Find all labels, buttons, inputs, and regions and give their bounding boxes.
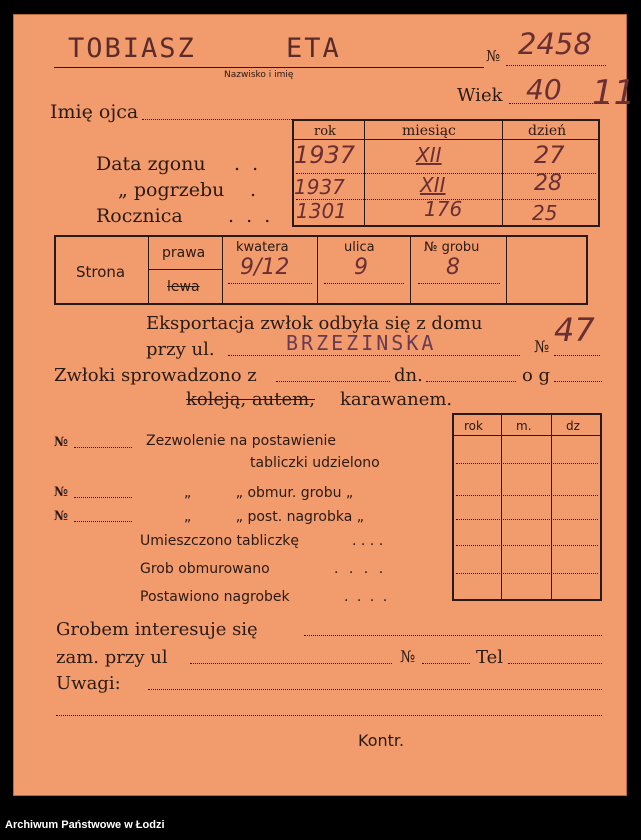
permit3-no: № bbox=[54, 509, 69, 524]
exportation-prefix: przy ul. bbox=[146, 339, 215, 360]
archive-footer bbox=[0, 812, 641, 840]
exportation-street-line bbox=[228, 355, 520, 356]
location-divider-1 bbox=[148, 235, 149, 305]
exportation-street: BRZEZINSKA bbox=[286, 331, 437, 355]
transport-dn: dn. bbox=[394, 365, 423, 386]
placed-tomb-dots: . . . . bbox=[344, 589, 390, 605]
exportation-number: 47 bbox=[554, 311, 595, 349]
control-label: Kontr. bbox=[358, 731, 405, 750]
surname-handwritten: TOBIASZ bbox=[68, 33, 196, 64]
quarter-label: kwatera bbox=[236, 240, 289, 255]
location-divider-2 bbox=[222, 235, 223, 305]
burial-dots: . bbox=[250, 179, 257, 201]
placed-wall: Grob obmurowano bbox=[140, 561, 270, 577]
left-label: lewa bbox=[167, 279, 200, 295]
number-label: № bbox=[486, 47, 501, 65]
placed-wall-dots: . . . . bbox=[334, 561, 387, 577]
col-month: miesiąc bbox=[402, 123, 456, 139]
anniversary-day: 25 bbox=[532, 201, 558, 225]
transport-prefix: Zwłoki sprowadzono z bbox=[54, 365, 257, 386]
permit3: „ „ post. nagrobka „ bbox=[184, 509, 364, 525]
anniversary-label: Rocznica bbox=[96, 205, 183, 227]
quarter-value: 9/12 bbox=[240, 255, 290, 280]
grid-col-month: m. bbox=[516, 419, 532, 433]
number-line bbox=[506, 65, 606, 66]
quarter-line bbox=[228, 283, 312, 284]
tel-line bbox=[508, 663, 602, 664]
address-number-label: № bbox=[400, 647, 416, 666]
exportation-number-line bbox=[554, 355, 600, 356]
notes-line-2 bbox=[56, 715, 602, 716]
firstname-handwritten: ETA bbox=[286, 33, 341, 64]
permits-grid-row-2 bbox=[456, 495, 598, 496]
permits-grid-row-5 bbox=[456, 573, 598, 574]
dates-header-line bbox=[292, 139, 600, 140]
name-line bbox=[54, 67, 484, 68]
location-table bbox=[54, 235, 588, 305]
burial-day: 28 bbox=[534, 171, 562, 196]
father-label: Imię ojca bbox=[50, 101, 139, 123]
location-divider-5 bbox=[506, 235, 507, 305]
address-label: zam. przy ul bbox=[56, 647, 168, 668]
age-handwritten: 40 bbox=[526, 73, 562, 106]
burial-year: 1937 bbox=[294, 175, 345, 199]
grid-col-year: rok bbox=[464, 419, 483, 433]
transport-kept: karawanem. bbox=[340, 389, 453, 410]
permits-grid-row-4 bbox=[456, 545, 598, 546]
anniversary-month: 176 bbox=[424, 197, 463, 221]
number-handwritten: 2458 bbox=[518, 27, 592, 61]
grave-line bbox=[418, 283, 500, 284]
permit3-no-line bbox=[74, 521, 132, 522]
permits-grid-row-1 bbox=[456, 463, 598, 464]
right-label: prawa bbox=[162, 245, 206, 261]
permit2-no-line bbox=[74, 497, 132, 498]
burial-label: „ pogrzebu bbox=[118, 179, 225, 201]
address-number-line bbox=[422, 663, 470, 664]
permit2: „ „ obmur. grobu „ bbox=[184, 485, 354, 501]
death-label: Data zgonu bbox=[96, 153, 206, 175]
permit2-no: № bbox=[54, 485, 69, 500]
permit1a: Zezwolenie na postawienie bbox=[146, 433, 336, 449]
street-label: ulica bbox=[344, 240, 375, 255]
burial-record-card bbox=[13, 14, 636, 796]
interested-label: Grobem interesuje się bbox=[56, 619, 258, 640]
exportation-number-label: № bbox=[534, 337, 550, 356]
permit1b: tabliczki udzielono bbox=[250, 455, 380, 471]
permit1-no: № bbox=[54, 435, 69, 450]
anniversary-dots: . . . bbox=[228, 205, 271, 227]
notes-line-1 bbox=[148, 689, 602, 690]
street-value: 9 bbox=[354, 255, 368, 280]
name-caption: Nazwisko i imię bbox=[224, 70, 294, 80]
permits-grid-header-line bbox=[452, 435, 602, 436]
grave-label: № grobu bbox=[424, 240, 480, 255]
burial-month: XII bbox=[420, 173, 446, 197]
location-divider-4 bbox=[410, 235, 411, 305]
anniversary-year: 1301 bbox=[296, 199, 347, 223]
age-label: Wiek bbox=[457, 85, 503, 106]
death-year: 1937 bbox=[294, 141, 356, 169]
transport-time-line bbox=[554, 381, 602, 382]
archive-name: Archiwum Państwowe w Łodzi bbox=[5, 819, 165, 831]
transport-og: o g bbox=[522, 365, 551, 386]
permit1-no-line bbox=[74, 447, 132, 448]
street-line bbox=[324, 283, 404, 284]
transport-date-line bbox=[426, 381, 516, 382]
location-divider-3 bbox=[317, 235, 318, 305]
interested-line bbox=[304, 635, 602, 636]
placed-plaque: Umieszczono tabliczkę bbox=[140, 533, 300, 549]
transport-from-line bbox=[276, 381, 390, 382]
side-divider bbox=[148, 269, 222, 270]
exportation-line1: Eksportacja zwłok odbyła się z domu bbox=[146, 313, 483, 334]
col-day: dzień bbox=[528, 123, 567, 139]
grid-col-day: dz bbox=[566, 419, 580, 433]
death-month: XII bbox=[416, 143, 442, 167]
death-day: 27 bbox=[534, 141, 565, 169]
side-label: Strona bbox=[76, 263, 126, 281]
placed-tomb: Postawiono nagrobek bbox=[140, 589, 290, 605]
col-year: rok bbox=[314, 124, 336, 139]
address-line bbox=[190, 663, 392, 664]
permits-grid-row-3 bbox=[456, 519, 598, 520]
transport-struck: koleją, autem, bbox=[186, 389, 315, 410]
placed-plaque-dots: . . . . bbox=[352, 533, 384, 549]
death-dots: . . bbox=[234, 153, 259, 175]
tel-label: Tel bbox=[476, 647, 504, 668]
grave-value: 8 bbox=[446, 255, 460, 280]
notes-label: Uwagi: bbox=[56, 673, 121, 694]
age-extra-handwritten: 11 bbox=[592, 73, 636, 113]
